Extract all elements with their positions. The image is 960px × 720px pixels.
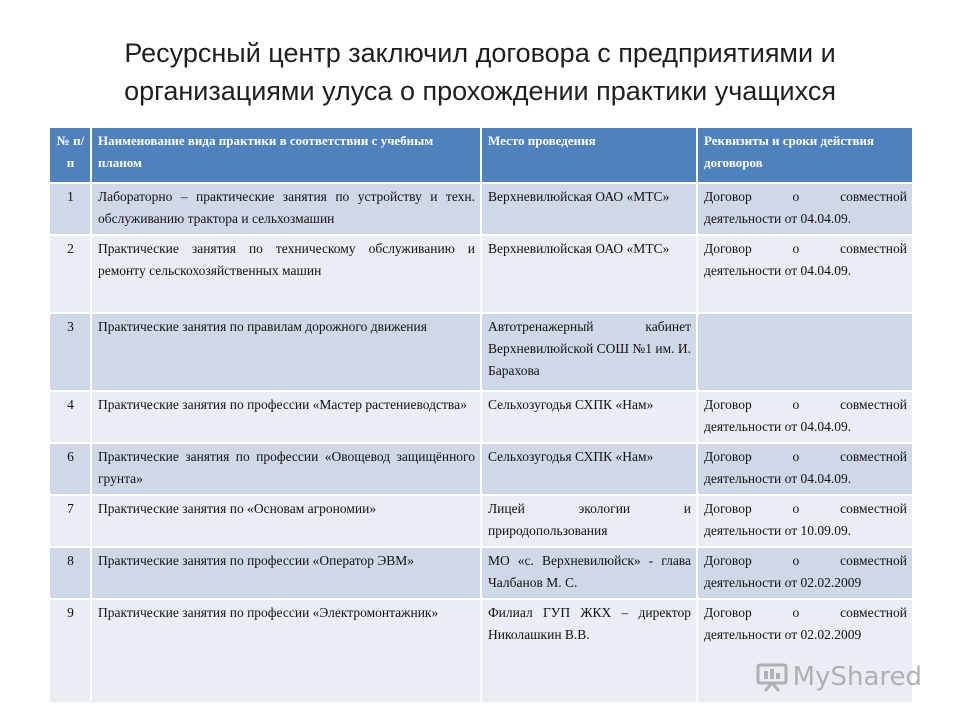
table-row — [49, 495, 913, 547]
practice-location: Сельхозугодья СХПК «Нам» — [481, 443, 697, 495]
practice-location: Филиал ГУП ЖКХ – директор Николашкин В.В. — [481, 599, 697, 703]
header-contract-details: Реквизиты и сроки действия договоров — [697, 127, 913, 183]
row-number: 9 — [49, 599, 91, 703]
contract-details: Договор о совместной деятельности от 04.04.09. — [697, 183, 913, 235]
practice-location: Верхневилюйская ОАО «МТС» — [481, 183, 697, 235]
table-row — [49, 183, 913, 235]
practice-name: Лабораторно – практические занятия по устройству и техн. обслуживанию трактора и сельхозмашин — [91, 183, 481, 235]
header-practice-name: Наименование вида практики в соответствии с учебным планом — [91, 127, 481, 183]
table-row — [49, 235, 913, 313]
row-number: 1 — [49, 183, 91, 235]
table-header-row — [49, 127, 913, 183]
row-number: 3 — [49, 313, 91, 391]
practice-location: Верхневилюйская ОАО «МТС» — [481, 235, 697, 313]
row-number: 2 — [49, 235, 91, 313]
contract-details: Договор о совместной деятельности от 02.02.2009 — [697, 547, 913, 599]
title-line-2: организациями улуса о прохождении практики учащихся — [124, 76, 836, 106]
contract-details: Договор о совместной деятельности от 04.04.09. — [697, 443, 913, 495]
row-number: 4 — [49, 391, 91, 443]
practice-name: Практические занятия по профессии «Электромонтажник» — [91, 599, 481, 703]
practice-name: Практические занятия по «Основам агрономии» — [91, 495, 481, 547]
contract-details: Договор о совместной деятельности от 02.02.2009 — [697, 599, 913, 703]
practice-location: Сельхозугодья СХПК «Нам» — [481, 391, 697, 443]
table-row — [49, 313, 913, 391]
page-title — [40, 34, 920, 110]
contract-details — [697, 313, 913, 391]
practice-name: Практические занятия по профессии «Мастер растениеводства» — [91, 391, 481, 443]
practice-name: Практические занятия по правилам дорожного движения — [91, 313, 481, 391]
table-row — [49, 391, 913, 443]
practice-name: Практические занятия по профессии «Овощевод защищённого грунта» — [91, 443, 481, 495]
header-location: Место проведения — [481, 127, 697, 183]
row-number: 6 — [49, 443, 91, 495]
contract-details: Договор о совместной деятельности от 04.04.09. — [697, 391, 913, 443]
header-number: № п/п — [49, 127, 91, 183]
table-row — [49, 443, 913, 495]
practice-name: Практические занятия по профессии «Оператор ЭВМ» — [91, 547, 481, 599]
row-number: 8 — [49, 547, 91, 599]
contract-details: Договор о совместной деятельности от 10.09.09. — [697, 495, 913, 547]
table-row — [49, 547, 913, 599]
watermark — [755, 662, 922, 692]
row-number: 7 — [49, 495, 91, 547]
contract-details: Договор о совместной деятельности от 04.04.09. — [697, 235, 913, 313]
practice-contracts-table — [48, 126, 914, 704]
presentation-board-icon — [755, 662, 789, 692]
watermark-text: MyShared — [792, 662, 922, 692]
practice-name: Практические занятия по техническому обслуживанию и ремонту сельскохозяйственных машин — [91, 235, 481, 313]
practice-location: МО «с. Верхневилюйск» - глава Чалбанов М. С. — [481, 547, 697, 599]
title-line-1: Ресурсный центр заключил договора с предприятиями и — [124, 38, 836, 68]
practice-location: Автотренажерный кабинет Верхневилюйской СОШ №1 им. И. Барахова — [481, 313, 697, 391]
practice-location: Лицей экологии и природопользования — [481, 495, 697, 547]
